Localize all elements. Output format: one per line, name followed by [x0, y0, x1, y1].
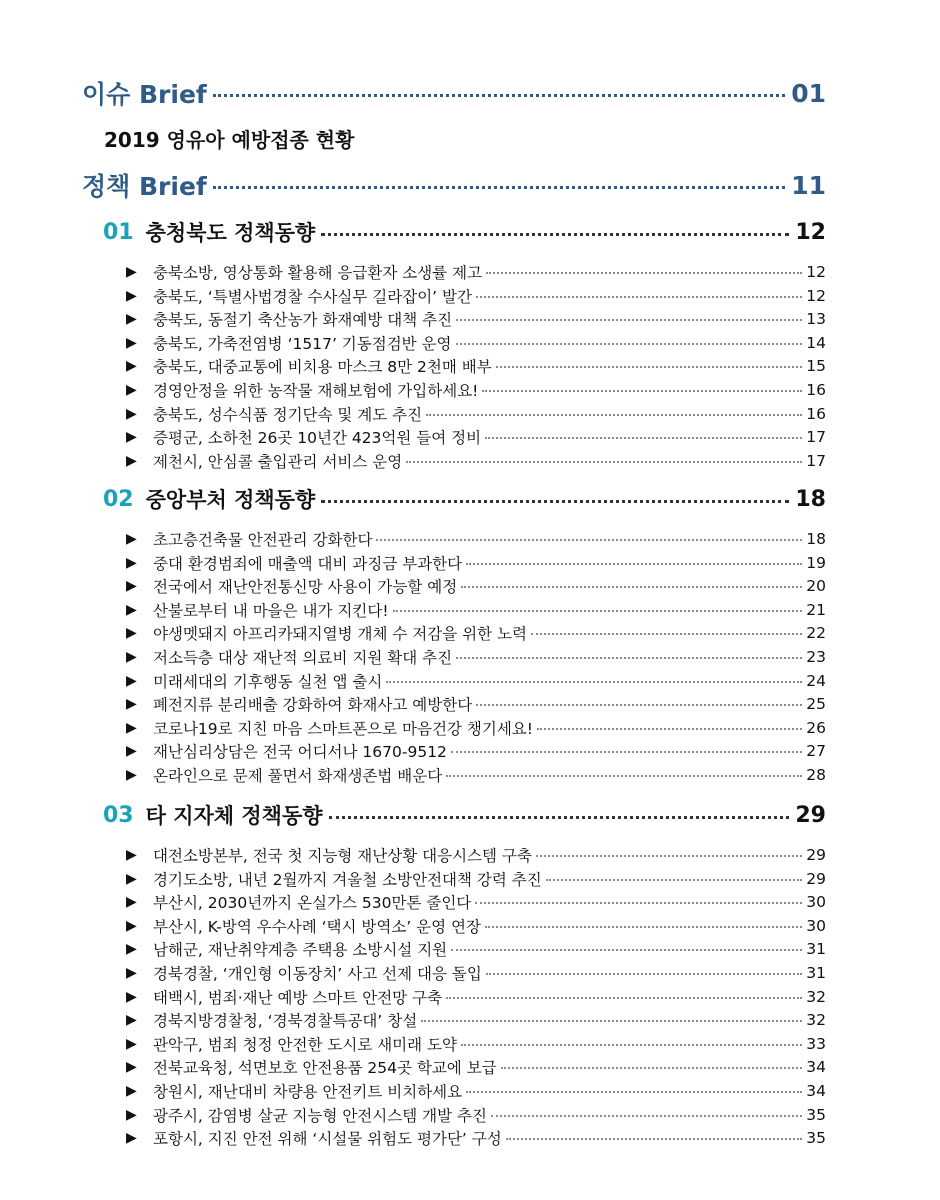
leader-dots	[329, 816, 790, 819]
triangle-bullet-icon: ▶	[126, 941, 137, 958]
triangle-bullet-icon: ▶	[126, 334, 137, 351]
triangle-bullet-icon: ▶	[126, 847, 137, 863]
leader-dots	[456, 319, 802, 321]
toc-entry-title: 전국에서 재난안전통신망 사용이 가능할 예정	[153, 578, 458, 597]
triangle-bullet-icon: ▶	[126, 358, 137, 375]
toc-entry-page-number: 12	[806, 263, 826, 281]
issue-brief-page: 01	[791, 78, 826, 108]
leader-dots	[426, 414, 802, 416]
leader-dots	[461, 586, 802, 588]
toc-entry-title: 충북도, 성수식품 정기단속 및 계도 추진	[153, 405, 423, 424]
leader-dots	[376, 539, 802, 541]
triangle-bullet-icon: ▶	[126, 743, 137, 760]
leader-dots	[406, 461, 802, 463]
toc-entry-page-number: 28	[806, 766, 826, 784]
triangle-bullet-icon: ▶	[126, 988, 137, 1005]
triangle-bullet-icon: ▶	[126, 965, 137, 981]
leader-dots	[482, 390, 802, 392]
triangle-bullet-icon: ▶	[126, 531, 137, 547]
toc-entry-page-number: 30	[806, 916, 826, 935]
leader-dots	[476, 704, 802, 706]
toc-entry[interactable]	[126, 332, 826, 354]
leader-dots	[386, 681, 802, 683]
toc-entry-title: 충북도, ‘특별사법경찰 수사실무 길라잡이’ 발간	[153, 287, 472, 306]
toc-entry[interactable]	[126, 844, 826, 866]
triangle-bullet-icon: ▶	[126, 1130, 137, 1147]
policy-brief-page: 11	[791, 170, 826, 200]
toc-entry[interactable]	[126, 693, 826, 715]
toc-entry-page-number: 26	[806, 718, 826, 737]
section-page-number: 12	[795, 219, 826, 245]
toc-entry-page-number: 34	[806, 1082, 826, 1100]
toc-entry[interactable]	[126, 261, 826, 283]
toc-entry-page-number: 23	[806, 648, 826, 666]
toc-entry[interactable]	[126, 528, 826, 550]
leader-dots	[536, 855, 802, 857]
toc-entry-title: 폐전지류 분리배출 강화하여 화재사고 예방한다	[153, 696, 473, 715]
section-title: 충청북도 정책동향	[145, 221, 316, 245]
toc-entry-page-number: 15	[806, 357, 826, 376]
toc-entry[interactable]	[126, 599, 826, 621]
leader-dots	[501, 1067, 803, 1069]
triangle-bullet-icon: ▶	[126, 405, 137, 422]
toc-entry-title: 저소득층 대상 재난적 의료비 지원 확대 추진	[153, 649, 453, 667]
triangle-bullet-icon: ▶	[126, 649, 137, 665]
toc-entry-title: 경영안정을 위한 농작물 재해보험에 가입하세요!	[153, 382, 479, 400]
leader-dots	[446, 997, 802, 999]
toc-entry-page-number: 27	[806, 742, 826, 761]
toc-entry-title: 관악구, 범죄 청정 안전한 도시로 새미래 도약	[153, 1035, 458, 1054]
toc-entry-title: 충북도, 동절기 축산농가 화재예방 대책 추진	[153, 311, 453, 330]
toc-entry-page-number: 14	[806, 333, 826, 352]
toc-entry[interactable]	[126, 915, 826, 937]
toc-entry-title: 미래세대의 기후행동 실천 앱 출시	[153, 672, 383, 691]
toc-entry[interactable]	[126, 426, 826, 448]
leader-dots	[496, 366, 803, 368]
toc-entry-page-number: 31	[806, 940, 826, 959]
section-page-number: 18	[795, 486, 826, 512]
policy-brief-heading[interactable]	[82, 167, 826, 203]
section-number: 03	[103, 802, 134, 828]
leader-dots	[451, 751, 802, 753]
toc-entry-title: 남해군, 재난취약계층 주택용 소방시설 지원	[153, 941, 448, 960]
toc-entry-title: 충북소방, 영상통화 활용해 응급환자 소생률 제고	[153, 264, 483, 282]
toc-entry[interactable]	[126, 1080, 826, 1102]
toc-entry-title: 광주시, 감염병 살균 지능형 안전시스템 개발 추진	[153, 1106, 487, 1125]
toc-entry[interactable]	[126, 764, 826, 786]
triangle-bullet-icon: ▶	[126, 767, 137, 783]
toc-entry-title: 초고층건축물 안전관리 강화한다	[153, 531, 373, 549]
toc-entry[interactable]	[126, 717, 826, 739]
toc-entry-page-number: 20	[806, 577, 826, 596]
triangle-bullet-icon: ▶	[126, 1012, 137, 1029]
toc-entry-page-number: 34	[806, 1058, 826, 1077]
triangle-bullet-icon: ▶	[126, 601, 137, 618]
toc-entry-title: 태백시, 범죄·재난 예방 스마트 안전망 구축	[153, 988, 443, 1007]
toc-entry-title: 경북경찰, ‘개인형 이동장치’ 사고 선제 대응 돌입	[153, 965, 482, 983]
toc-entry[interactable]	[126, 552, 826, 574]
triangle-bullet-icon: ▶	[126, 894, 137, 911]
toc-entry[interactable]	[126, 1009, 826, 1031]
section-heading-01[interactable]	[103, 216, 826, 248]
leader-dots	[491, 1115, 802, 1117]
leader-dots	[456, 657, 802, 659]
toc-entry-page-number: 16	[806, 404, 826, 423]
toc-entry-page-number: 31	[806, 964, 826, 982]
toc-entry-title: 경기도소방, 내년 2월까지 겨울철 소방안전대책 강력 추진	[153, 870, 542, 889]
leader-dots	[506, 1138, 803, 1140]
triangle-bullet-icon: ▶	[126, 287, 137, 304]
triangle-bullet-icon: ▶	[126, 578, 137, 595]
toc-entry-title: 전북교육청, 석면보호 안전용품 254곳 학교에 보급	[153, 1059, 497, 1078]
toc-entry-title: 대전소방본부, 전국 첫 지능형 재난상황 대응시스템 구축	[153, 847, 532, 865]
toc-entry-title: 충북도, 가축전염병 ‘1517’ 기동점검반 운영	[153, 334, 452, 353]
toc-entry[interactable]	[126, 962, 826, 984]
triangle-bullet-icon: ▶	[126, 1083, 137, 1099]
toc-entry[interactable]	[126, 646, 826, 668]
toc-entry-page-number: 32	[806, 1011, 826, 1030]
leader-dots	[546, 879, 803, 881]
leader-dots	[466, 563, 802, 565]
triangle-bullet-icon: ▶	[126, 264, 137, 280]
toc-entry-title: 경북지방경찰청, ‘경북경찰특공대’ 창설	[153, 1012, 418, 1031]
leader-dots	[421, 1020, 802, 1022]
toc-entry[interactable]	[126, 1056, 826, 1078]
toc-entry-page-number: 17	[806, 451, 826, 470]
leader-dots	[537, 728, 802, 730]
section-heading-02[interactable]	[103, 483, 826, 515]
toc-entry-page-number: 19	[806, 553, 826, 572]
toc-entry-title: 충북도, 대중교통에 비치용 마스크 8만 2천매 배부	[153, 358, 492, 377]
toc-entry-page-number: 17	[806, 428, 826, 447]
toc-entry-page-number: 30	[806, 893, 826, 912]
issue-brief-heading[interactable]	[82, 75, 826, 111]
triangle-bullet-icon: ▶	[126, 719, 137, 736]
toc-entry[interactable]	[126, 622, 826, 644]
triangle-bullet-icon: ▶	[126, 382, 137, 398]
toc-entry[interactable]	[126, 403, 826, 425]
toc-entry-title: 중대 환경범죄에 매출액 대비 과징금 부과한다	[153, 554, 463, 573]
leader-dots	[485, 437, 802, 439]
leader-dots	[461, 1044, 802, 1046]
toc-entry[interactable]	[126, 938, 826, 960]
toc-entry-title: 증평군, 소하천 26곳 10년간 423억원 들여 정비	[153, 429, 482, 448]
toc-entry[interactable]	[126, 355, 826, 377]
toc-entry[interactable]	[126, 891, 826, 913]
leader-dots	[486, 973, 802, 975]
leader-dots	[456, 343, 803, 345]
issue-title[interactable]: 2019 영유아 예방접종 현황	[104, 128, 355, 152]
toc-entry-page-number: 35	[806, 1105, 826, 1124]
leader-dots	[466, 1091, 802, 1093]
toc-entry-title: 야생멧돼지 아프리카돼지열병 개체 수 저감을 위한 노력	[153, 625, 527, 644]
leader-dots	[321, 500, 789, 503]
toc-entry-page-number: 16	[806, 381, 826, 399]
toc-entry-page-number: 13	[806, 310, 826, 329]
triangle-bullet-icon: ▶	[126, 1106, 137, 1123]
triangle-bullet-icon: ▶	[126, 1035, 137, 1052]
section-number: 01	[103, 219, 134, 245]
toc-entry[interactable]	[126, 308, 826, 330]
toc-entry[interactable]	[126, 868, 826, 890]
toc-entry[interactable]	[126, 1127, 826, 1149]
toc-entry-page-number: 21	[806, 600, 826, 619]
leader-dots	[531, 633, 802, 635]
toc-entry[interactable]	[126, 670, 826, 692]
triangle-bullet-icon: ▶	[126, 672, 137, 689]
leader-dots	[393, 610, 803, 612]
toc-entry-page-number: 29	[806, 846, 826, 864]
toc-entry[interactable]	[126, 1033, 826, 1055]
toc-entry-title: 재난심리상담은 전국 어디서나 1670-9512	[153, 743, 447, 762]
toc-entry-page-number: 29	[806, 869, 826, 888]
leader-dots	[486, 272, 802, 274]
triangle-bullet-icon: ▶	[126, 917, 137, 934]
toc-entry[interactable]	[126, 1104, 826, 1126]
leader-dots	[446, 775, 802, 777]
toc-entry-title: 코로나19로 지친 마음 스마트폰으로 마음건강 챙기세요!	[153, 719, 533, 738]
triangle-bullet-icon: ▶	[126, 696, 137, 713]
toc-entry-title: 창원시, 재난대비 차량용 안전키트 비치하세요	[153, 1083, 463, 1101]
leader-dots	[451, 949, 802, 951]
toc-entry[interactable]	[126, 379, 826, 401]
issue-brief-label: 이슈 Brief	[82, 80, 207, 109]
toc-entry-title: 부산시, 2030년까지 온실가스 530만톤 줄인다	[153, 894, 472, 913]
leader-dots	[476, 296, 802, 298]
toc-entry[interactable]	[126, 575, 826, 597]
toc-entry[interactable]	[126, 986, 826, 1008]
triangle-bullet-icon: ▶	[126, 554, 137, 571]
leader-dots	[213, 186, 785, 189]
triangle-bullet-icon: ▶	[126, 625, 137, 642]
toc-entry[interactable]	[126, 450, 826, 472]
toc-entry-page-number: 18	[806, 530, 826, 548]
triangle-bullet-icon: ▶	[126, 870, 137, 887]
triangle-bullet-icon: ▶	[126, 311, 137, 328]
toc-entry-page-number: 12	[806, 286, 826, 305]
toc-entry-page-number: 35	[806, 1129, 826, 1148]
toc-entry-title: 포항시, 지진 안전 위해 ‘시설물 위험도 평가단’ 구성	[153, 1130, 502, 1149]
section-title: 중앙부처 정책동향	[145, 488, 316, 512]
section-heading-03[interactable]	[103, 799, 826, 831]
triangle-bullet-icon: ▶	[126, 1059, 137, 1076]
toc-entry-page-number: 32	[806, 987, 826, 1006]
toc-entry[interactable]	[126, 740, 826, 762]
policy-brief-label: 정책 Brief	[82, 172, 207, 201]
toc-entry-page-number: 33	[806, 1034, 826, 1053]
section-number: 02	[103, 486, 134, 512]
toc-entry-page-number: 24	[806, 671, 826, 690]
leader-dots	[321, 233, 789, 236]
toc-entry-page-number: 25	[806, 695, 826, 714]
leader-dots	[485, 926, 802, 928]
toc-entry-title: 부산시, K-방역 우수사례 ‘택시 방역소’ 운영 연장	[153, 917, 481, 936]
leader-dots	[213, 94, 785, 97]
triangle-bullet-icon: ▶	[126, 452, 137, 469]
section-page-number: 29	[795, 802, 826, 828]
leader-dots	[475, 902, 802, 904]
toc-entry-title: 온라인으로 문제 풀면서 화재생존법 배운다	[153, 767, 443, 785]
toc-entry-title: 제천시, 안심콜 출입관리 서비스 운영	[153, 452, 403, 471]
toc-entry-page-number: 22	[806, 624, 826, 643]
toc-entry[interactable]	[126, 285, 826, 307]
section-title: 타 지자체 정책동향	[145, 804, 323, 828]
triangle-bullet-icon: ▶	[126, 429, 137, 446]
toc-entry-title: 산불로부터 내 마을은 내가 지킨다!	[153, 601, 389, 620]
